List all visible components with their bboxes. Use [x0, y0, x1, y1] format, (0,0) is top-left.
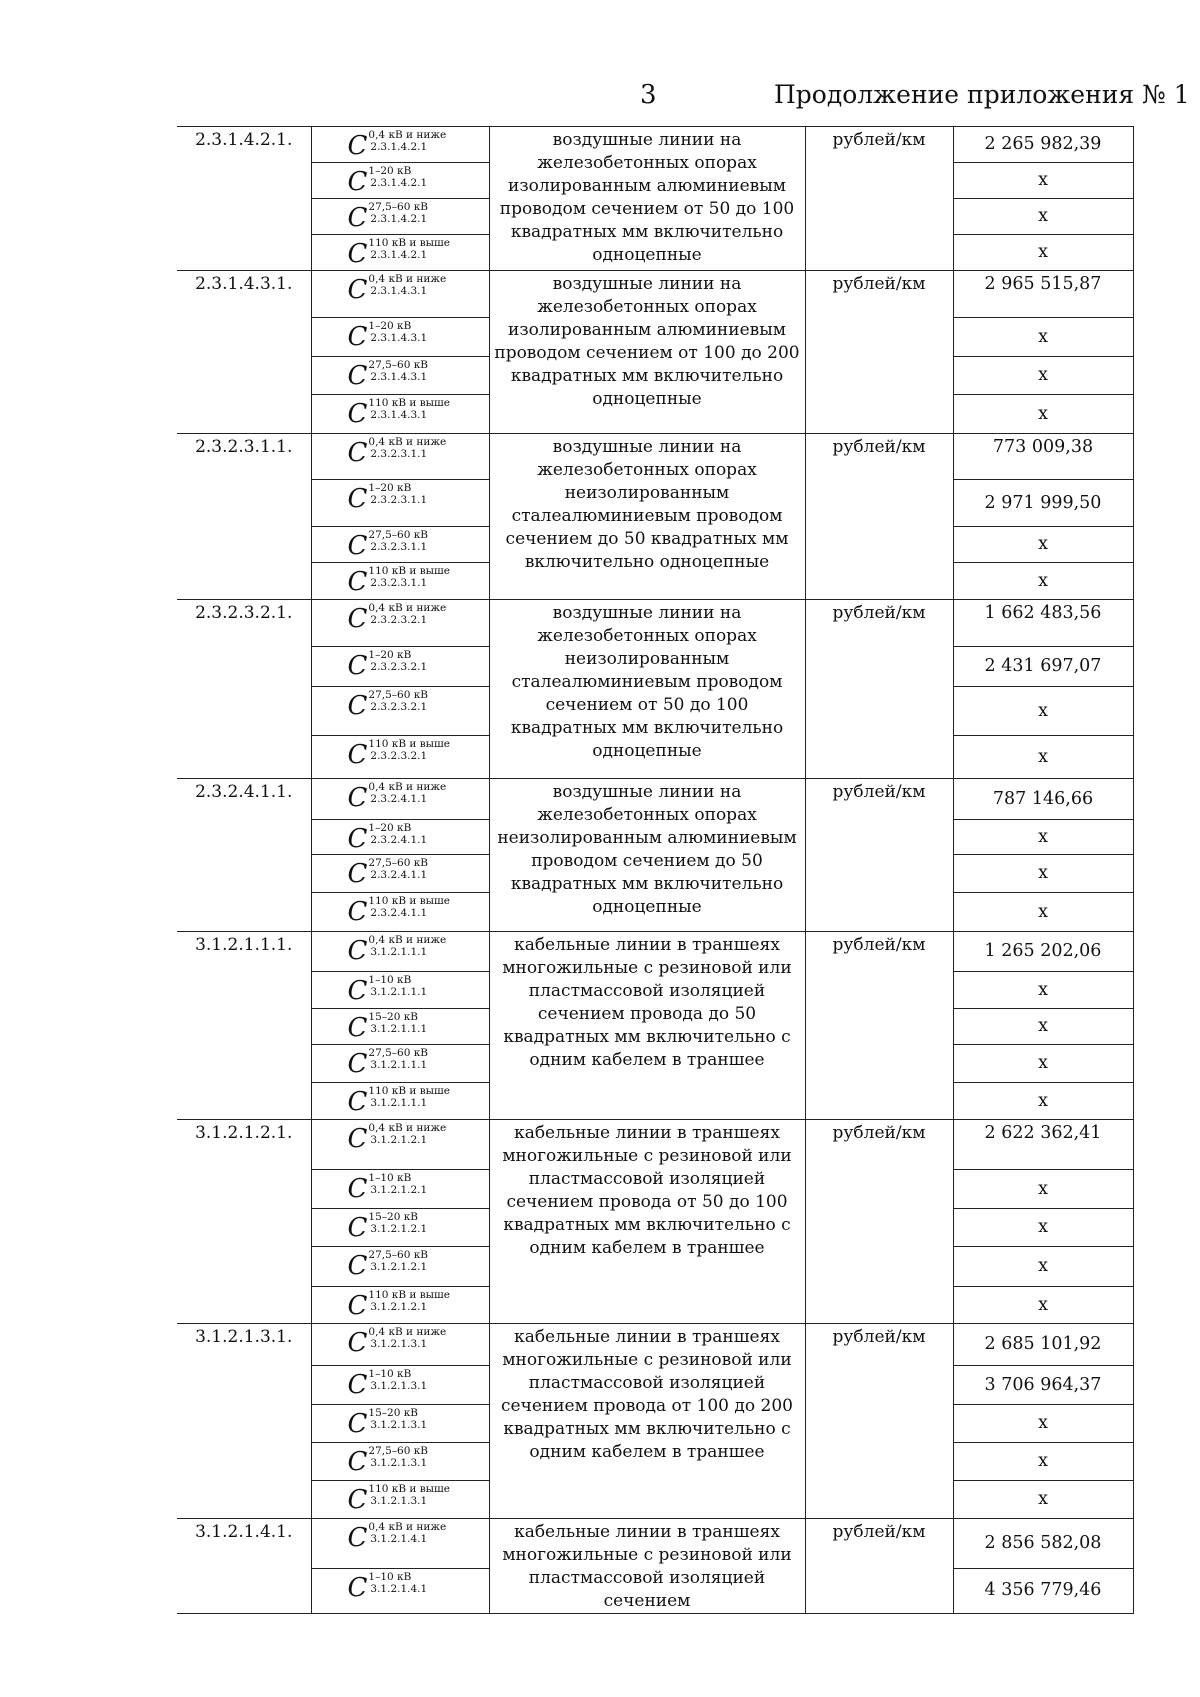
rate-index: 3.1.2.1.4.1	[370, 1582, 428, 1595]
rate-letter: C	[347, 322, 368, 352]
rate-symbol	[348, 647, 428, 679]
rate-value: x	[953, 527, 1133, 563]
voltage-class: 27,5–60 кВ	[368, 857, 429, 869]
table-row	[177, 1519, 1133, 1569]
voltage-class: 110 кВ и выше	[368, 1483, 450, 1495]
voltage-class: 0,4 кВ и ниже	[368, 1326, 447, 1338]
voltage-class: 27,5–60 кВ	[368, 1047, 429, 1059]
unit-of-measure: рублей/км	[805, 271, 953, 434]
rate-symbol-cell	[311, 235, 489, 271]
table-row	[177, 434, 1133, 480]
rate-symbol	[348, 271, 447, 303]
rate-index: 3.1.2.1.2.1	[370, 1301, 428, 1313]
unit-of-measure: рублей/км	[805, 1120, 953, 1324]
rate-index: 3.1.2.1.3.1	[370, 1495, 428, 1507]
voltage-class: 27,5–60 кВ	[368, 529, 429, 541]
rate-value: x	[953, 1009, 1133, 1045]
rate-index: 3.1.2.1.1.1	[370, 1097, 428, 1109]
line-description: воздушные линии на железобетонных опорах неизолированным сталеалюминиевым проводом сечением от 50 до 100 квадратных мм включительно одноцепные	[489, 600, 805, 779]
voltage-class: 110 кВ и выше	[368, 397, 450, 409]
rate-letter: C	[347, 1049, 368, 1079]
rate-symbol	[348, 563, 450, 595]
rate-symbol	[348, 480, 428, 512]
rate-symbol-cell	[311, 1366, 489, 1405]
rate-value: x	[953, 1405, 1133, 1443]
rate-symbol-cell	[311, 480, 489, 527]
rate-symbol	[348, 199, 429, 231]
voltage-class: 0,4 кВ и ниже	[368, 436, 447, 448]
section-code: 2.3.1.4.2.1.	[177, 127, 311, 271]
section-code: 2.3.2.4.1.1.	[177, 779, 311, 932]
rate-letter: C	[347, 691, 368, 721]
rate-letter: C	[347, 1291, 368, 1321]
rate-symbol-cell	[311, 395, 489, 434]
rate-symbol	[348, 893, 450, 925]
rate-symbol	[348, 357, 429, 389]
rate-index: 2.3.2.4.1.1	[370, 793, 428, 805]
rate-symbol-cell	[311, 972, 489, 1009]
rate-index: 3.1.2.1.2.1	[370, 1134, 428, 1146]
rate-symbol	[348, 1170, 428, 1202]
voltage-class: 15–20 кВ	[368, 1211, 418, 1223]
rate-symbol-cell	[311, 1209, 489, 1247]
rate-value: x	[953, 563, 1133, 600]
rate-letter: C	[347, 361, 368, 391]
table-row	[177, 271, 1133, 318]
rate-value: x	[953, 357, 1133, 395]
rate-symbol	[348, 1009, 428, 1041]
rate-letter: C	[347, 783, 368, 813]
rate-letter: C	[347, 131, 368, 161]
table-row	[177, 600, 1133, 647]
rate-value: x	[953, 1170, 1133, 1209]
rate-letter: C	[347, 897, 368, 927]
rate-value: x	[953, 395, 1133, 434]
unit-of-measure: рублей/км	[805, 1324, 953, 1519]
rate-symbol-cell	[311, 932, 489, 972]
rate-symbol-cell	[311, 820, 489, 855]
rate-letter: C	[347, 567, 368, 597]
rate-value: x	[953, 1045, 1133, 1083]
rate-symbol-cell	[311, 1083, 489, 1120]
rate-letter: C	[347, 1572, 368, 1603]
rate-index: 2.3.1.4.2.1	[370, 141, 428, 153]
rate-value: x	[953, 163, 1133, 199]
rate-letter: C	[347, 604, 368, 634]
rate-symbol-cell	[311, 893, 489, 932]
voltage-class: 1–10 кВ	[368, 1172, 412, 1184]
rate-symbol-cell	[311, 357, 489, 395]
rate-letter: C	[347, 824, 368, 854]
rate-symbol	[348, 1569, 428, 1601]
rate-symbol-cell	[311, 736, 489, 779]
rate-letter: C	[347, 936, 368, 966]
rate-index: 3.1.2.1.1.1	[370, 986, 428, 998]
rate-value: 2 622 362,41	[953, 1120, 1133, 1170]
rate-value: 787 146,66	[953, 779, 1133, 820]
rate-symbol-cell	[311, 779, 489, 820]
unit-of-measure: рублей/км	[805, 127, 953, 271]
rate-value: x	[953, 736, 1133, 779]
rate-letter: C	[347, 651, 368, 681]
rate-value: 2 856 582,08	[953, 1519, 1133, 1569]
rate-letter: C	[347, 1124, 368, 1154]
rate-index: 2.3.2.4.1.1	[370, 869, 428, 881]
rate-index: 2.3.1.4.2.1	[370, 177, 428, 189]
rate-letter: C	[347, 1409, 368, 1439]
rate-symbol	[348, 1324, 447, 1356]
line-description: кабельные линии в траншеях многожильные с резиновой или пластмассовой изоляцией сечением	[489, 1519, 805, 1614]
voltage-class: 1–10 кВ	[368, 1368, 412, 1380]
rate-index: 2.3.2.3.1.1	[370, 577, 428, 589]
unit-of-measure: рублей/км	[805, 1519, 953, 1614]
line-description: воздушные линии на железобетонных опорах неизолированным алюминиевым проводом сечением до 50 квадратных мм включительно одноцепные	[489, 779, 805, 932]
voltage-class: 110 кВ и выше	[368, 1289, 450, 1301]
rate-symbol-cell	[311, 1009, 489, 1045]
rate-value: x	[953, 235, 1133, 271]
rate-value: x	[953, 318, 1133, 357]
rate-letter: C	[347, 1174, 368, 1204]
rate-letter: C	[347, 976, 368, 1006]
voltage-class: 0,4 кВ и ниже	[368, 602, 447, 614]
rate-value: 2 685 101,92	[953, 1324, 1133, 1366]
rate-value: 3 706 964,37	[953, 1366, 1133, 1405]
rate-letter: C	[347, 484, 368, 514]
rate-symbol-cell	[311, 1170, 489, 1209]
rate-symbol	[348, 434, 447, 466]
rate-symbol	[348, 779, 447, 811]
rate-value: x	[953, 1209, 1133, 1247]
rate-index: 2.3.2.3.2.1	[370, 614, 428, 626]
rate-index: 2.3.1.4.2.1	[370, 249, 428, 261]
rate-symbol-cell	[311, 527, 489, 563]
line-description: воздушные линии на железобетонных опорах неизолированным сталеалюминиевым проводом сечением до 50 квадратных мм включительно одноцепные	[489, 434, 805, 600]
section-code: 3.1.2.1.3.1.	[177, 1324, 311, 1519]
voltage-class: 27,5–60 кВ	[368, 201, 429, 213]
rate-letter: C	[347, 239, 368, 269]
rate-symbol	[348, 395, 450, 427]
rate-value: 2 971 999,50	[953, 480, 1133, 527]
rate-letter: C	[347, 438, 368, 468]
rate-index: 2.3.2.3.1.1	[370, 541, 428, 553]
voltage-class: 110 кВ и выше	[368, 895, 450, 907]
rate-index: 3.1.2.1.2.1	[370, 1223, 428, 1235]
rate-symbol	[348, 1045, 429, 1077]
rate-index: 3.1.2.1.2.1	[370, 1261, 428, 1273]
rate-letter: C	[347, 1213, 368, 1243]
line-description: воздушные линии на железобетонных опорах изолированным алюминиевым проводом сечением от 50 до 100 квадратных мм включительно одноцепные	[489, 127, 805, 271]
voltage-class: 110 кВ и выше	[368, 237, 450, 249]
rate-index: 2.3.1.4.2.1	[370, 213, 428, 225]
section-code: 2.3.1.4.3.1.	[177, 271, 311, 434]
rate-symbol	[348, 1083, 450, 1115]
voltage-class: 27,5–60 кВ	[368, 689, 429, 701]
rate-symbol-cell	[311, 434, 489, 480]
rate-symbol-cell	[311, 1519, 489, 1569]
rate-symbol-cell	[311, 1568, 489, 1613]
rate-index: 2.3.2.3.2.1	[370, 750, 428, 762]
rate-value: 1 662 483,56	[953, 600, 1133, 647]
rate-index: 3.1.2.1.3.1	[370, 1419, 428, 1431]
rate-symbol-cell	[311, 563, 489, 600]
rate-symbol-cell	[311, 1324, 489, 1366]
rate-symbol-cell	[311, 1443, 489, 1481]
rate-index: 3.1.2.1.1.1	[370, 1059, 428, 1071]
rate-value: x	[953, 893, 1133, 932]
rate-index: 3.1.2.1.3.1	[370, 1457, 428, 1469]
rate-value: 1 265 202,06	[953, 932, 1133, 972]
rate-value: 2 265 982,39	[953, 127, 1133, 163]
rate-symbol	[348, 972, 428, 1004]
table-row	[177, 127, 1133, 163]
rate-symbol-cell	[311, 1405, 489, 1443]
rate-value: x	[953, 1247, 1133, 1287]
rate-letter: C	[347, 531, 368, 561]
rate-value: x	[953, 1083, 1133, 1120]
page-number: 3	[640, 80, 657, 110]
rate-letter: C	[347, 275, 368, 305]
rate-index: 2.3.2.4.1.1	[370, 907, 428, 919]
line-description: воздушные линии на железобетонных опорах изолированным алюминиевым проводом сечением от 100 до 200 квадратных мм включительно одноцепные	[489, 271, 805, 434]
voltage-class: 0,4 кВ и ниже	[368, 129, 447, 141]
rate-index: 2.3.1.4.3.1	[370, 332, 428, 344]
rate-symbol-cell	[311, 687, 489, 736]
rate-letter: C	[347, 1447, 368, 1477]
voltage-class: 1–10 кВ	[368, 1570, 412, 1583]
section-code: 3.1.2.1.2.1.	[177, 1120, 311, 1324]
rate-symbol	[348, 855, 429, 887]
rate-letter: C	[347, 1013, 368, 1043]
voltage-class: 1–20 кВ	[368, 165, 412, 177]
unit-of-measure: рублей/км	[805, 932, 953, 1120]
voltage-class: 27,5–60 кВ	[368, 359, 429, 371]
appendix-continuation-title: Продолжение приложения № 1	[774, 80, 1190, 109]
rate-letter: C	[347, 1485, 368, 1515]
table-row	[177, 1120, 1133, 1170]
rate-letter: C	[347, 1523, 368, 1553]
rate-symbol	[348, 820, 428, 852]
rate-value: x	[953, 1443, 1133, 1481]
rate-index: 2.3.1.4.3.1	[370, 371, 428, 383]
rate-symbol-cell	[311, 600, 489, 647]
rate-symbol	[348, 1405, 428, 1437]
voltage-class: 110 кВ и выше	[368, 738, 450, 750]
rate-symbol-cell	[311, 1045, 489, 1083]
rate-letter: C	[347, 167, 368, 197]
rate-index: 3.1.2.1.3.1	[370, 1338, 428, 1350]
rate-symbol-cell	[311, 1481, 489, 1519]
rate-value: 4 356 779,46	[953, 1568, 1133, 1613]
rate-symbol	[348, 932, 447, 964]
rate-index: 3.1.2.1.2.1	[370, 1184, 428, 1196]
unit-of-measure: рублей/км	[805, 434, 953, 600]
rate-letter: C	[347, 1328, 368, 1358]
rate-symbol	[348, 1443, 429, 1475]
line-description: кабельные линии в траншеях многожильные с резиновой или пластмассовой изоляцией сечением провода от 100 до 200 квадратных мм включительно с одним кабелем в траншее	[489, 1324, 805, 1519]
rate-symbol-cell	[311, 318, 489, 357]
rate-symbol	[348, 1481, 450, 1513]
rate-value: x	[953, 855, 1133, 893]
rate-symbol	[348, 1209, 428, 1241]
rate-letter: C	[347, 203, 368, 233]
rate-letter: C	[347, 740, 368, 770]
unit-of-measure: рублей/км	[805, 779, 953, 932]
rate-index: 2.3.2.3.2.1	[370, 661, 428, 673]
table-row	[177, 1324, 1133, 1366]
tariff-rates-body	[177, 127, 1133, 1614]
unit-of-measure: рублей/км	[805, 600, 953, 779]
rate-index: 3.1.2.1.4.1	[370, 1533, 428, 1545]
rate-letter: C	[347, 1251, 368, 1281]
rate-value: 2 431 697,07	[953, 647, 1133, 687]
section-code: 2.3.2.3.1.1.	[177, 434, 311, 600]
voltage-class: 110 кВ и выше	[368, 1085, 450, 1097]
rate-symbol	[348, 1120, 447, 1152]
voltage-class: 1–20 кВ	[368, 822, 412, 834]
rate-symbol	[348, 163, 428, 195]
voltage-class: 27,5–60 кВ	[368, 1445, 429, 1457]
rate-symbol	[348, 600, 447, 632]
voltage-class: 15–20 кВ	[368, 1011, 418, 1023]
table-row	[177, 779, 1133, 820]
rate-value: x	[953, 199, 1133, 235]
rate-value: x	[953, 687, 1133, 736]
rate-letter: C	[347, 1087, 368, 1117]
rate-symbol-cell	[311, 1247, 489, 1287]
rate-symbol	[348, 527, 429, 559]
rate-symbol	[348, 235, 450, 267]
voltage-class: 0,4 кВ и ниже	[368, 1122, 447, 1134]
rate-symbol-cell	[311, 855, 489, 893]
rate-index: 2.3.2.3.1.1	[370, 494, 428, 506]
rate-symbol	[348, 687, 429, 719]
voltage-class: 110 кВ и выше	[368, 565, 450, 577]
rate-letter: C	[347, 859, 368, 889]
rate-symbol	[348, 1247, 429, 1279]
rate-index: 2.3.2.3.1.1	[370, 448, 428, 460]
rate-index: 3.1.2.1.3.1	[370, 1380, 428, 1392]
rate-symbol	[348, 1519, 447, 1551]
rate-symbol-cell	[311, 127, 489, 163]
rate-index: 2.3.1.4.3.1	[370, 285, 428, 297]
rate-letter: C	[347, 399, 368, 429]
voltage-class: 1–20 кВ	[368, 649, 412, 661]
voltage-class: 0,4 кВ и ниже	[368, 273, 447, 285]
voltage-class: 15–20 кВ	[368, 1407, 418, 1419]
rate-symbol	[348, 736, 450, 768]
section-code: 3.1.2.1.4.1.	[177, 1519, 311, 1614]
rate-value: x	[953, 972, 1133, 1009]
section-code: 3.1.2.1.1.1.	[177, 932, 311, 1120]
line-description: кабельные линии в траншеях многожильные с резиновой или пластмассовой изоляцией сечением провода от 50 до 100 квадратных мм включительно с одним кабелем в траншее	[489, 1120, 805, 1324]
rate-symbol-cell	[311, 647, 489, 687]
rate-index: 2.3.2.3.2.1	[370, 701, 428, 713]
voltage-class: 0,4 кВ и ниже	[368, 781, 447, 793]
voltage-class: 0,4 кВ и ниже	[368, 934, 447, 946]
rate-symbol-cell	[311, 1120, 489, 1170]
voltage-class: 1–10 кВ	[368, 974, 412, 986]
voltage-class: 1–20 кВ	[368, 482, 412, 494]
voltage-class: 0,4 кВ и ниже	[368, 1521, 447, 1533]
rate-symbol-cell	[311, 163, 489, 199]
voltage-class: 1–20 кВ	[368, 320, 412, 332]
rate-index: 3.1.2.1.1.1	[370, 946, 428, 958]
rate-value: 773 009,38	[953, 434, 1133, 480]
voltage-class: 27,5–60 кВ	[368, 1249, 429, 1261]
rate-index: 2.3.2.4.1.1	[370, 834, 428, 846]
rate-symbol-cell	[311, 1287, 489, 1324]
rate-value: x	[953, 820, 1133, 855]
tariff-rates-table	[177, 126, 1134, 1614]
table-row	[177, 932, 1133, 972]
rate-value: x	[953, 1287, 1133, 1324]
rate-value: 2 965 515,87	[953, 271, 1133, 318]
rate-index: 3.1.2.1.1.1	[370, 1023, 428, 1035]
rate-symbol	[348, 1366, 428, 1398]
section-code: 2.3.2.3.2.1.	[177, 600, 311, 779]
rate-symbol-cell	[311, 199, 489, 235]
line-description: кабельные линии в траншеях многожильные с резиновой или пластмассовой изоляцией сечением провода до 50 квадратных мм включительно с одним кабелем в траншее	[489, 932, 805, 1120]
rate-symbol	[348, 127, 447, 159]
rate-symbol	[348, 318, 428, 350]
rate-value: x	[953, 1481, 1133, 1519]
rate-index: 2.3.1.4.3.1	[370, 409, 428, 421]
rate-symbol	[348, 1287, 450, 1319]
rate-letter: C	[347, 1370, 368, 1400]
rate-symbol-cell	[311, 271, 489, 318]
